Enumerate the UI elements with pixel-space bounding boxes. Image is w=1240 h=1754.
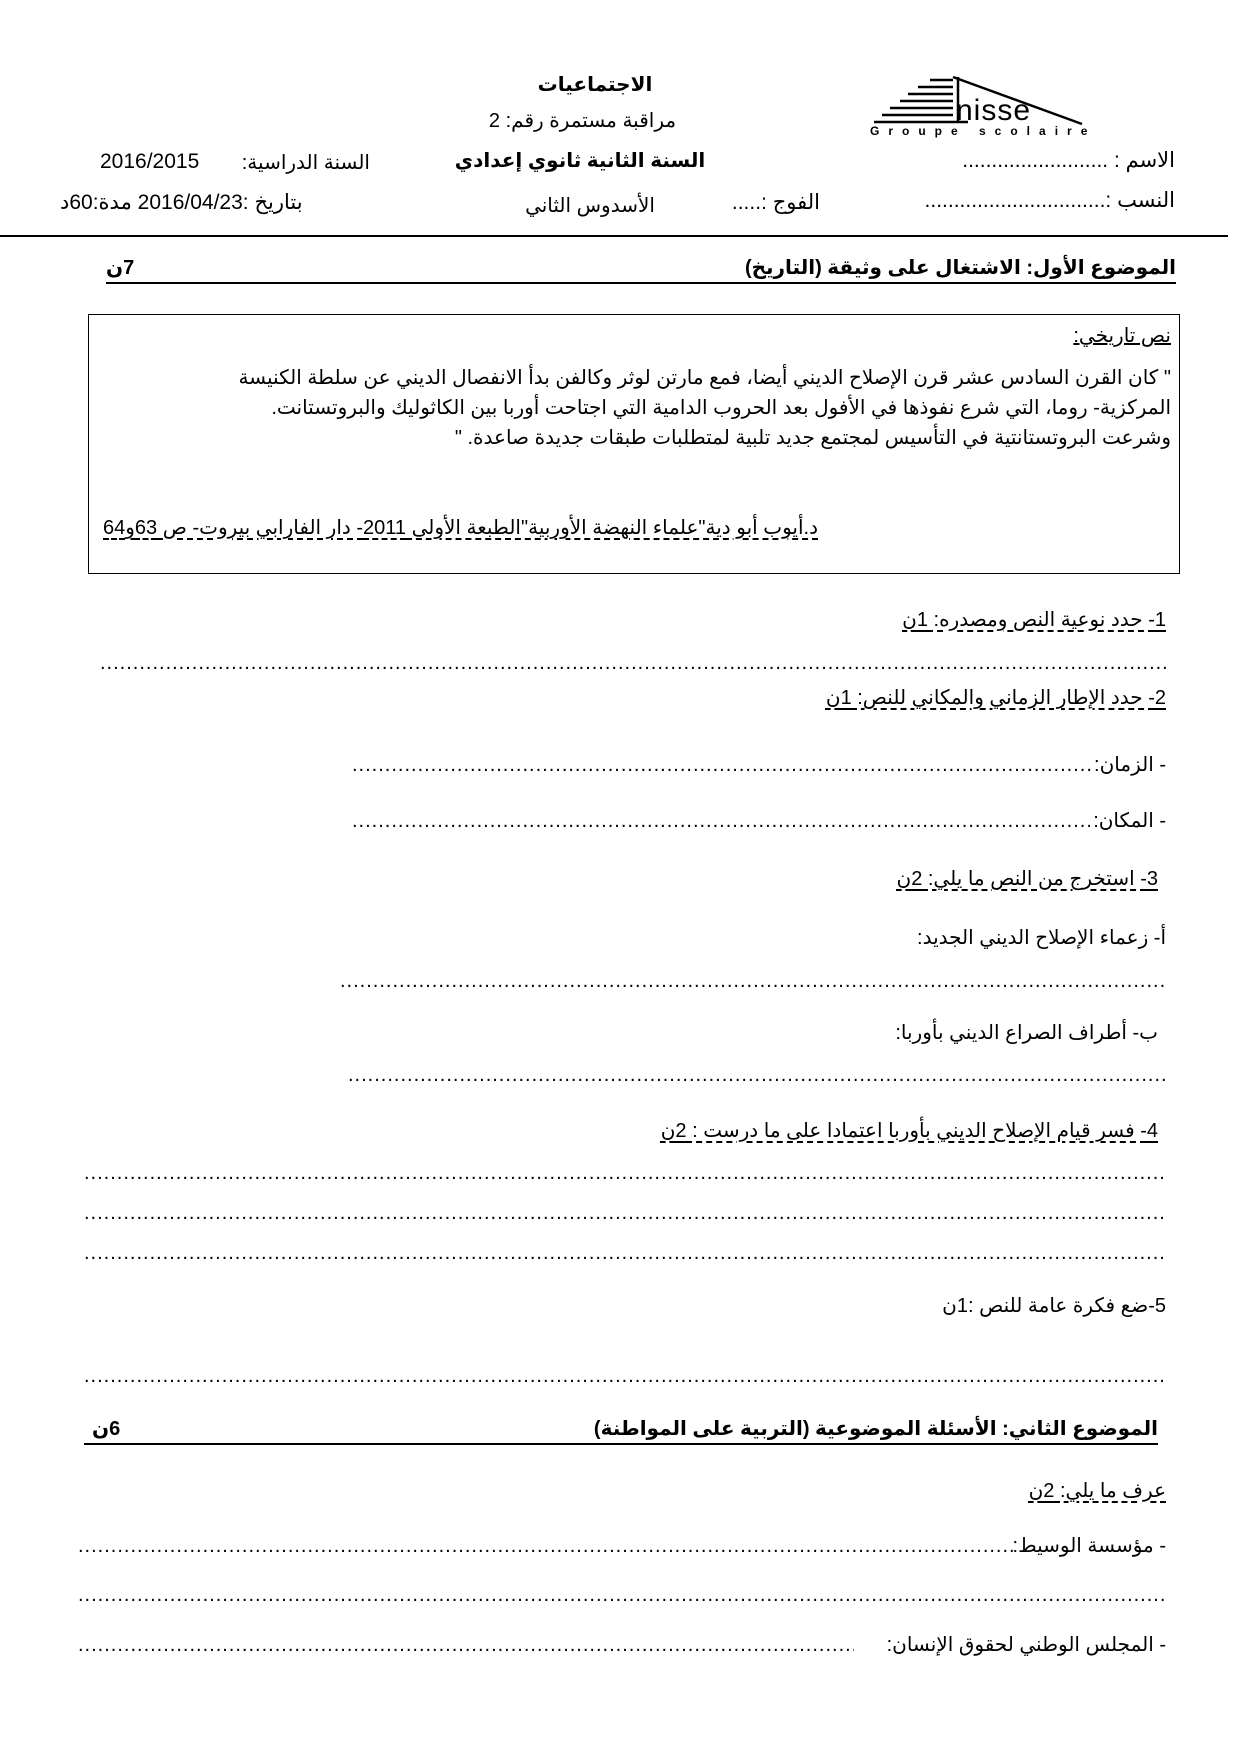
document-title: نص تاريخي: [1073,325,1171,347]
semester: الأسدوس الثاني [525,195,655,217]
exam-number: مراقبة مستمرة رقم: 2 [488,110,677,132]
section2-question: عرف ما يلي: 2ن [1028,1480,1166,1502]
school-year: 2016/2015 [100,150,200,173]
document-line-1: " كان القرن السادس عشر قرن الإصلاح الديني أيضا، فمع مارتن لوثر وكالفن بدأ الانفصال الديني عن سلطة الكنيسة [238,367,1171,389]
answer-line-mediator-1[interactable] [78,1533,1013,1559]
q2-place-label: - المكان: [1093,810,1166,832]
document-box [88,314,1180,574]
answer-line-time[interactable] [352,752,1092,778]
question-4: 4- فسر قيام الإصلاح الديني بأوربا اعتمادا على ما درست : 2ن [660,1120,1158,1142]
answer-line-q3a[interactable] [340,968,1166,994]
answer-line-q3b[interactable] [348,1062,1166,1088]
item-human-rights-council: - المجلس الوطني لحقوق الإنسان: [886,1634,1166,1656]
document-line-3: وشرعت البروتستانتية في التأسيس لمجتمع جديد تلبية لمتطلبات طبقات جديدة صاعدة. " [454,427,1171,449]
school-year-label: السنة الدراسية: [241,152,370,174]
section1-points: 7ن [106,257,135,279]
q3-b-label: ب- أطراف الصراع الديني بأوربا: [895,1022,1158,1044]
answer-line-council[interactable] [78,1632,854,1658]
header-divider [0,235,1228,237]
question-1: 1- حدد نوعية النص ومصدره: 1ن [902,609,1166,631]
logo-subtext: Groupe scolaire [870,124,1097,138]
question-3: 3- استخرج من النص ما يلي: 2ن [896,868,1158,890]
section2-heading-line [84,1443,1158,1445]
section1-title: الموضوع الأول: الاشتغال على وثيقة (التاريخ) [744,257,1176,279]
q3-a-label: أ- زعماء الإصلاح الديني الجديد: [917,927,1166,949]
surname-field[interactable]: النسب :............................... [924,189,1175,212]
section2-title: الموضوع الثاني: الأسئلة الموضوعية (التربية على المواطنة) [593,1418,1158,1440]
answer-line-q4-1[interactable] [84,1160,1166,1186]
class-level: السنة الثانية ثانوي إعدادي [454,150,706,172]
subject-title: الاجتماعيات [537,74,653,96]
answer-line-q4-2[interactable] [84,1200,1166,1226]
answer-line-q5[interactable] [84,1363,1166,1389]
answer-line-q4-3[interactable] [84,1240,1166,1266]
logo-text: nisse [956,94,1032,127]
document-line-2: المركزية- روما، التي شرع نفوذها في الأفول بعد الحروب الدامية التي اجتاحت أوربا بين الكاثوليك والبروتستانت. [271,397,1171,419]
item-mediator: - مؤسسة الوسيط: [1012,1535,1166,1557]
date-duration: بتاريخ :2016/04/23 مدة:60د [60,191,303,214]
answer-line-q1[interactable] [100,650,1166,676]
school-logo [868,72,1097,140]
answer-line-mediator-2[interactable] [78,1582,1166,1608]
name-field[interactable]: الاسم : ......................... [962,149,1175,172]
document-source: د.أيوب أبو دية"علماء النهضة الأوربية"الطبعة الأولى 2011- دار الفارابي بيروت- ص 63و64 [103,517,819,539]
q2-time-label: - الزمان: [1094,754,1166,776]
section2-points: 6ن [92,1418,121,1440]
section1-heading-line [106,282,1176,284]
answer-line-place[interactable] [352,808,1090,834]
group-field[interactable]: الفوج :..... [731,191,820,214]
question-5: 5-ضع فكرة عامة للنص :1ن [942,1295,1166,1317]
question-2: 2- حدد الإطار الزماني والمكاني للنص: 1ن [825,687,1166,709]
